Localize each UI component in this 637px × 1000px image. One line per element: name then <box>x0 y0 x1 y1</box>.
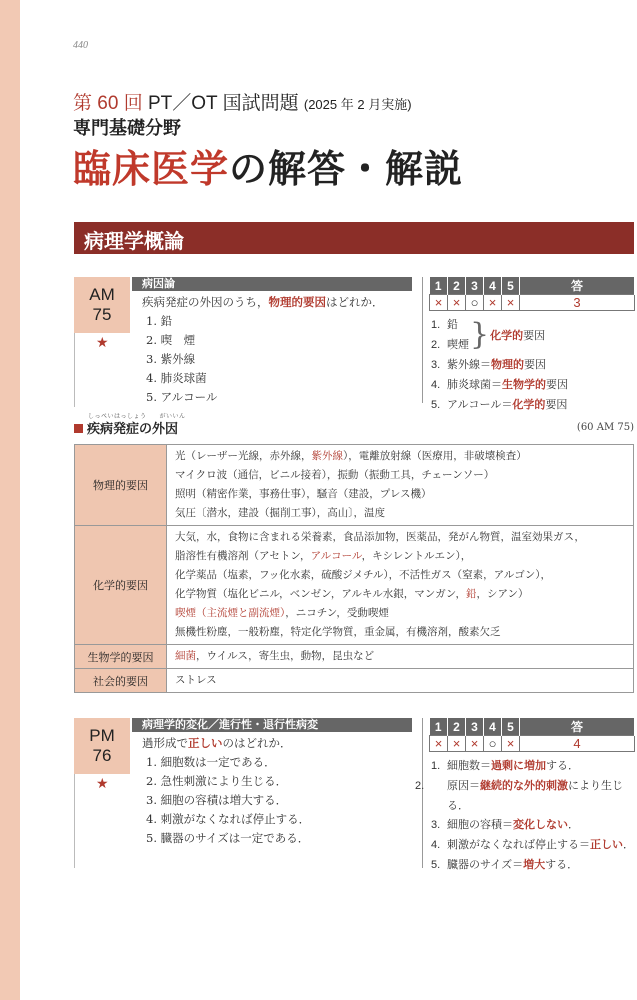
stem-text: のはどれか． <box>222 736 292 750</box>
category-cell: 物理的要因 <box>75 445 167 526</box>
table-row <box>75 669 634 693</box>
cross-mark-icon: × <box>430 295 448 311</box>
question-number: 75 <box>92 305 112 324</box>
stem-text: 過形成で <box>142 736 188 750</box>
section-header: 病理学概論 <box>74 222 634 254</box>
cross-mark-icon: × <box>466 736 484 752</box>
option-item: 1. 細胞数は一定である． <box>146 755 276 769</box>
item-text: 無機性粉塵，一般粉塵，特定化学物質，重金属，有機溶剤，酸素欠乏 <box>175 626 501 638</box>
items-cell <box>167 445 634 526</box>
explanation-highlight: 化学的 <box>512 398 546 411</box>
explanation-text: 刺激がなくなれば停止する＝ <box>447 838 590 851</box>
category-cell: 化学的要因 <box>75 526 167 645</box>
table-row <box>75 445 634 526</box>
explanation-text: アルコール＝ <box>447 398 513 411</box>
explanation-text: 要因 <box>545 398 568 411</box>
question-stem <box>132 293 412 312</box>
item-text: 光（レーザー光線，赤外線， <box>175 450 312 462</box>
option-item: 2. 喫 煙 <box>146 333 196 347</box>
items-cell: ストレス <box>167 669 634 693</box>
question-pm76 <box>74 718 634 871</box>
explanation-text: 肺炎球菌＝ <box>447 378 502 391</box>
answer-column <box>422 277 634 411</box>
answer-table <box>429 718 635 752</box>
item-text: ，ニコチン，受動喫煙 <box>285 607 389 619</box>
answer-table <box>429 277 635 311</box>
cross-mark-icon: × <box>502 295 520 311</box>
star-icon: ★ <box>96 335 109 351</box>
option-item: 5. 臓器のサイズは一定である． <box>146 831 310 845</box>
answer-col-header: 5 <box>502 277 520 295</box>
item-text: ，ウイルス，寄生虫，動物，昆虫など <box>196 650 375 662</box>
explanation-highlight: 化学的 <box>490 328 524 342</box>
explanation-text: 鉛 <box>447 318 458 331</box>
stem-highlight: 物理的要因 <box>268 295 326 309</box>
page-edge-band <box>0 0 20 1000</box>
explanation-list <box>429 315 634 415</box>
cross-mark-icon: × <box>448 736 466 752</box>
cause-table <box>74 444 634 693</box>
item-highlight: アルコール <box>310 550 362 562</box>
explanation-text: 細胞数＝ <box>447 759 491 772</box>
explanation-highlight: 継続的な外的刺激 <box>480 779 568 792</box>
explanation-item <box>431 375 634 395</box>
explanation-num: 4. <box>431 379 441 391</box>
answer-col-header: 4 <box>484 277 502 295</box>
answer-col-header: 答 <box>520 718 635 736</box>
answer-col-header: 1 <box>430 718 448 736</box>
circle-mark-icon: ○ <box>466 295 484 311</box>
explanation-text: ． <box>568 818 579 831</box>
item-highlight: 喫煙（主流煙と副流煙） <box>175 607 286 619</box>
cross-mark-icon: × <box>484 295 502 311</box>
explanation-num: 2. <box>415 780 425 792</box>
item-text: 大気，水，食物に含まれる栄養素，食品添加物，医薬品，発がん物質，温室効果ガス， <box>175 531 585 543</box>
items-cell <box>167 526 634 645</box>
question-number: 76 <box>92 746 112 765</box>
category-cell: 生物学的要因 <box>75 645 167 669</box>
explanation-text: 要因 <box>546 378 568 391</box>
subject-rest: の解答・解説 <box>229 147 464 191</box>
explanation-highlight: 過剰に増加 <box>491 759 546 772</box>
option-item: 1. 鉛 <box>146 314 173 328</box>
page-number: 440 <box>73 40 88 51</box>
cross-mark-icon: × <box>448 295 466 311</box>
explanation-text: 紫外線＝ <box>447 358 491 371</box>
explanation-text: 要因 <box>524 358 546 371</box>
subject-red: 臨床医学 <box>73 147 230 191</box>
field-title: 専門基礎分野 <box>73 118 181 139</box>
circle-mark-icon: ○ <box>484 736 502 752</box>
explanation-num: 1. <box>431 319 441 331</box>
exam-name: PT／OT 国試問題 <box>147 93 299 114</box>
option-item: 4. 刺激がなくなれば停止する． <box>146 812 311 826</box>
explanation-list <box>415 756 634 875</box>
question-am75 <box>74 277 634 411</box>
item-highlight: 紫外線 <box>311 450 343 462</box>
explanation-highlight: 生物学的 <box>502 378 546 391</box>
explanation-text: 要因 <box>523 328 546 342</box>
brace-icon: } <box>470 317 490 352</box>
explanation-item <box>415 776 634 815</box>
answer-col-header: 2 <box>448 718 466 736</box>
explanation-num: 5. <box>431 399 441 411</box>
exam-prefix: 第 60 回 <box>73 93 143 114</box>
explanation-highlight: 物理的 <box>491 358 524 371</box>
explanation-text: ． <box>623 838 634 851</box>
explanation-num: 2. <box>431 339 441 351</box>
explanation-num: 4. <box>431 839 441 851</box>
question-topic: 病理学的変化／進行性・退行性病変 <box>132 718 412 732</box>
explanation-highlight: 変化しない <box>513 818 568 831</box>
item-highlight: 鉛 <box>465 588 477 600</box>
divider <box>74 774 75 868</box>
star-icon: ★ <box>96 776 109 792</box>
item-text: ，キシレントルエン）， <box>361 550 472 562</box>
question-body <box>132 718 412 848</box>
divider <box>74 333 75 407</box>
ruby-text: しっぺいはっしょう がいいん <box>88 413 186 420</box>
item-text: 気圧〔潜水，建設（掘削工事），高山〕，温度 <box>175 507 385 519</box>
answer-col-header: 答 <box>520 277 635 295</box>
subject-title <box>73 138 463 193</box>
explanation-item <box>431 815 634 835</box>
explanation-item <box>431 756 634 776</box>
stem-text: 疾病発症の外因のうち， <box>142 295 269 309</box>
explanation-item <box>431 835 634 855</box>
answer-col-header: 4 <box>484 718 502 736</box>
question-session: PM <box>89 726 115 745</box>
items-cell <box>167 645 634 669</box>
explanation-text: する． <box>545 858 579 871</box>
square-bullet-icon <box>74 424 83 433</box>
explanation-text: 細胞の容積＝ <box>447 818 513 831</box>
question-session: AM <box>89 285 115 304</box>
table-row <box>75 645 634 669</box>
cross-mark-icon: × <box>430 736 448 752</box>
answer-column <box>415 718 634 871</box>
explanation-text: により生じる． <box>447 779 623 812</box>
explanation-text: 原因＝ <box>447 779 480 792</box>
answer-col-header: 2 <box>448 277 466 295</box>
cross-mark-icon: × <box>502 736 520 752</box>
explanation-item <box>431 355 634 375</box>
question-id-badge <box>74 277 130 333</box>
answer-col-header: 1 <box>430 277 448 295</box>
explanation-num: 3. <box>431 819 441 831</box>
question-body <box>132 277 412 407</box>
explanation-highlight: 増大 <box>523 858 546 871</box>
question-topic: 病因論 <box>132 277 412 291</box>
cause-table-heading <box>74 413 634 437</box>
option-item: 3. 紫外線 <box>146 352 196 366</box>
explanation-text: する． <box>546 759 579 772</box>
explanation-text: 喫煙 <box>447 338 469 351</box>
option-list <box>132 312 412 407</box>
item-text: 化学物質（塩化ビニル，ベンゼン，アルキル水銀，マンガン， <box>175 588 466 600</box>
correct-answer: 4 <box>520 736 635 752</box>
option-list <box>132 753 412 848</box>
correct-answer: 3 <box>520 295 635 311</box>
item-text: ），電離放射線（医療用，非破壊検査） <box>343 450 527 462</box>
item-text: 化学薬品（塩素，フッ化水素，硫酸ジメチル），不活性ガス（窒素，アルゴン）， <box>175 569 552 581</box>
cause-table-reference: (60 AM 75) <box>576 422 634 433</box>
explanation-text: 臓器のサイズ＝ <box>447 858 524 871</box>
item-text: マイクロ波（通信，ビニル接着），振動（振動工具，チェーンソー） <box>175 469 495 481</box>
question-stem <box>132 734 412 753</box>
answer-col-header: 3 <box>466 277 484 295</box>
option-item: 5. アルコール <box>146 390 218 404</box>
table-row <box>75 526 634 645</box>
cause-table-title: 疾病発症の外因 <box>87 422 179 437</box>
stem-highlight: 正しい <box>188 736 223 750</box>
item-highlight: 細菌 <box>175 650 196 662</box>
explanation-bracket-items <box>431 315 469 355</box>
explanation-num: 3. <box>431 359 441 371</box>
question-id-badge <box>74 718 130 774</box>
explanation-item <box>431 855 634 875</box>
option-item: 4. 肺炎球菌 <box>146 371 207 385</box>
option-item: 2. 急性刺激により生じる． <box>146 774 288 788</box>
answer-col-header: 5 <box>502 718 520 736</box>
exam-title <box>73 88 412 115</box>
item-text: 照明（精密作業，事務仕事），騒音（建設，プレス機） <box>175 488 432 500</box>
explanation-num: 1. <box>431 760 441 772</box>
explanation-highlight: 正しい <box>590 838 623 851</box>
option-item: 3. 細胞の容積は増大する． <box>146 793 288 807</box>
exam-date: (2025 年 2 月実施) <box>303 97 412 112</box>
explanation-group <box>431 315 634 355</box>
explanation-item <box>431 395 634 415</box>
explanation-num: 5. <box>431 859 441 871</box>
category-cell: 社会的要因 <box>75 669 167 693</box>
answer-col-header: 3 <box>466 718 484 736</box>
stem-text: はどれか． <box>326 295 384 309</box>
item-text: ，シアン） <box>476 588 529 600</box>
item-text: 脂溶性有機溶剤（アセトン， <box>175 550 311 562</box>
